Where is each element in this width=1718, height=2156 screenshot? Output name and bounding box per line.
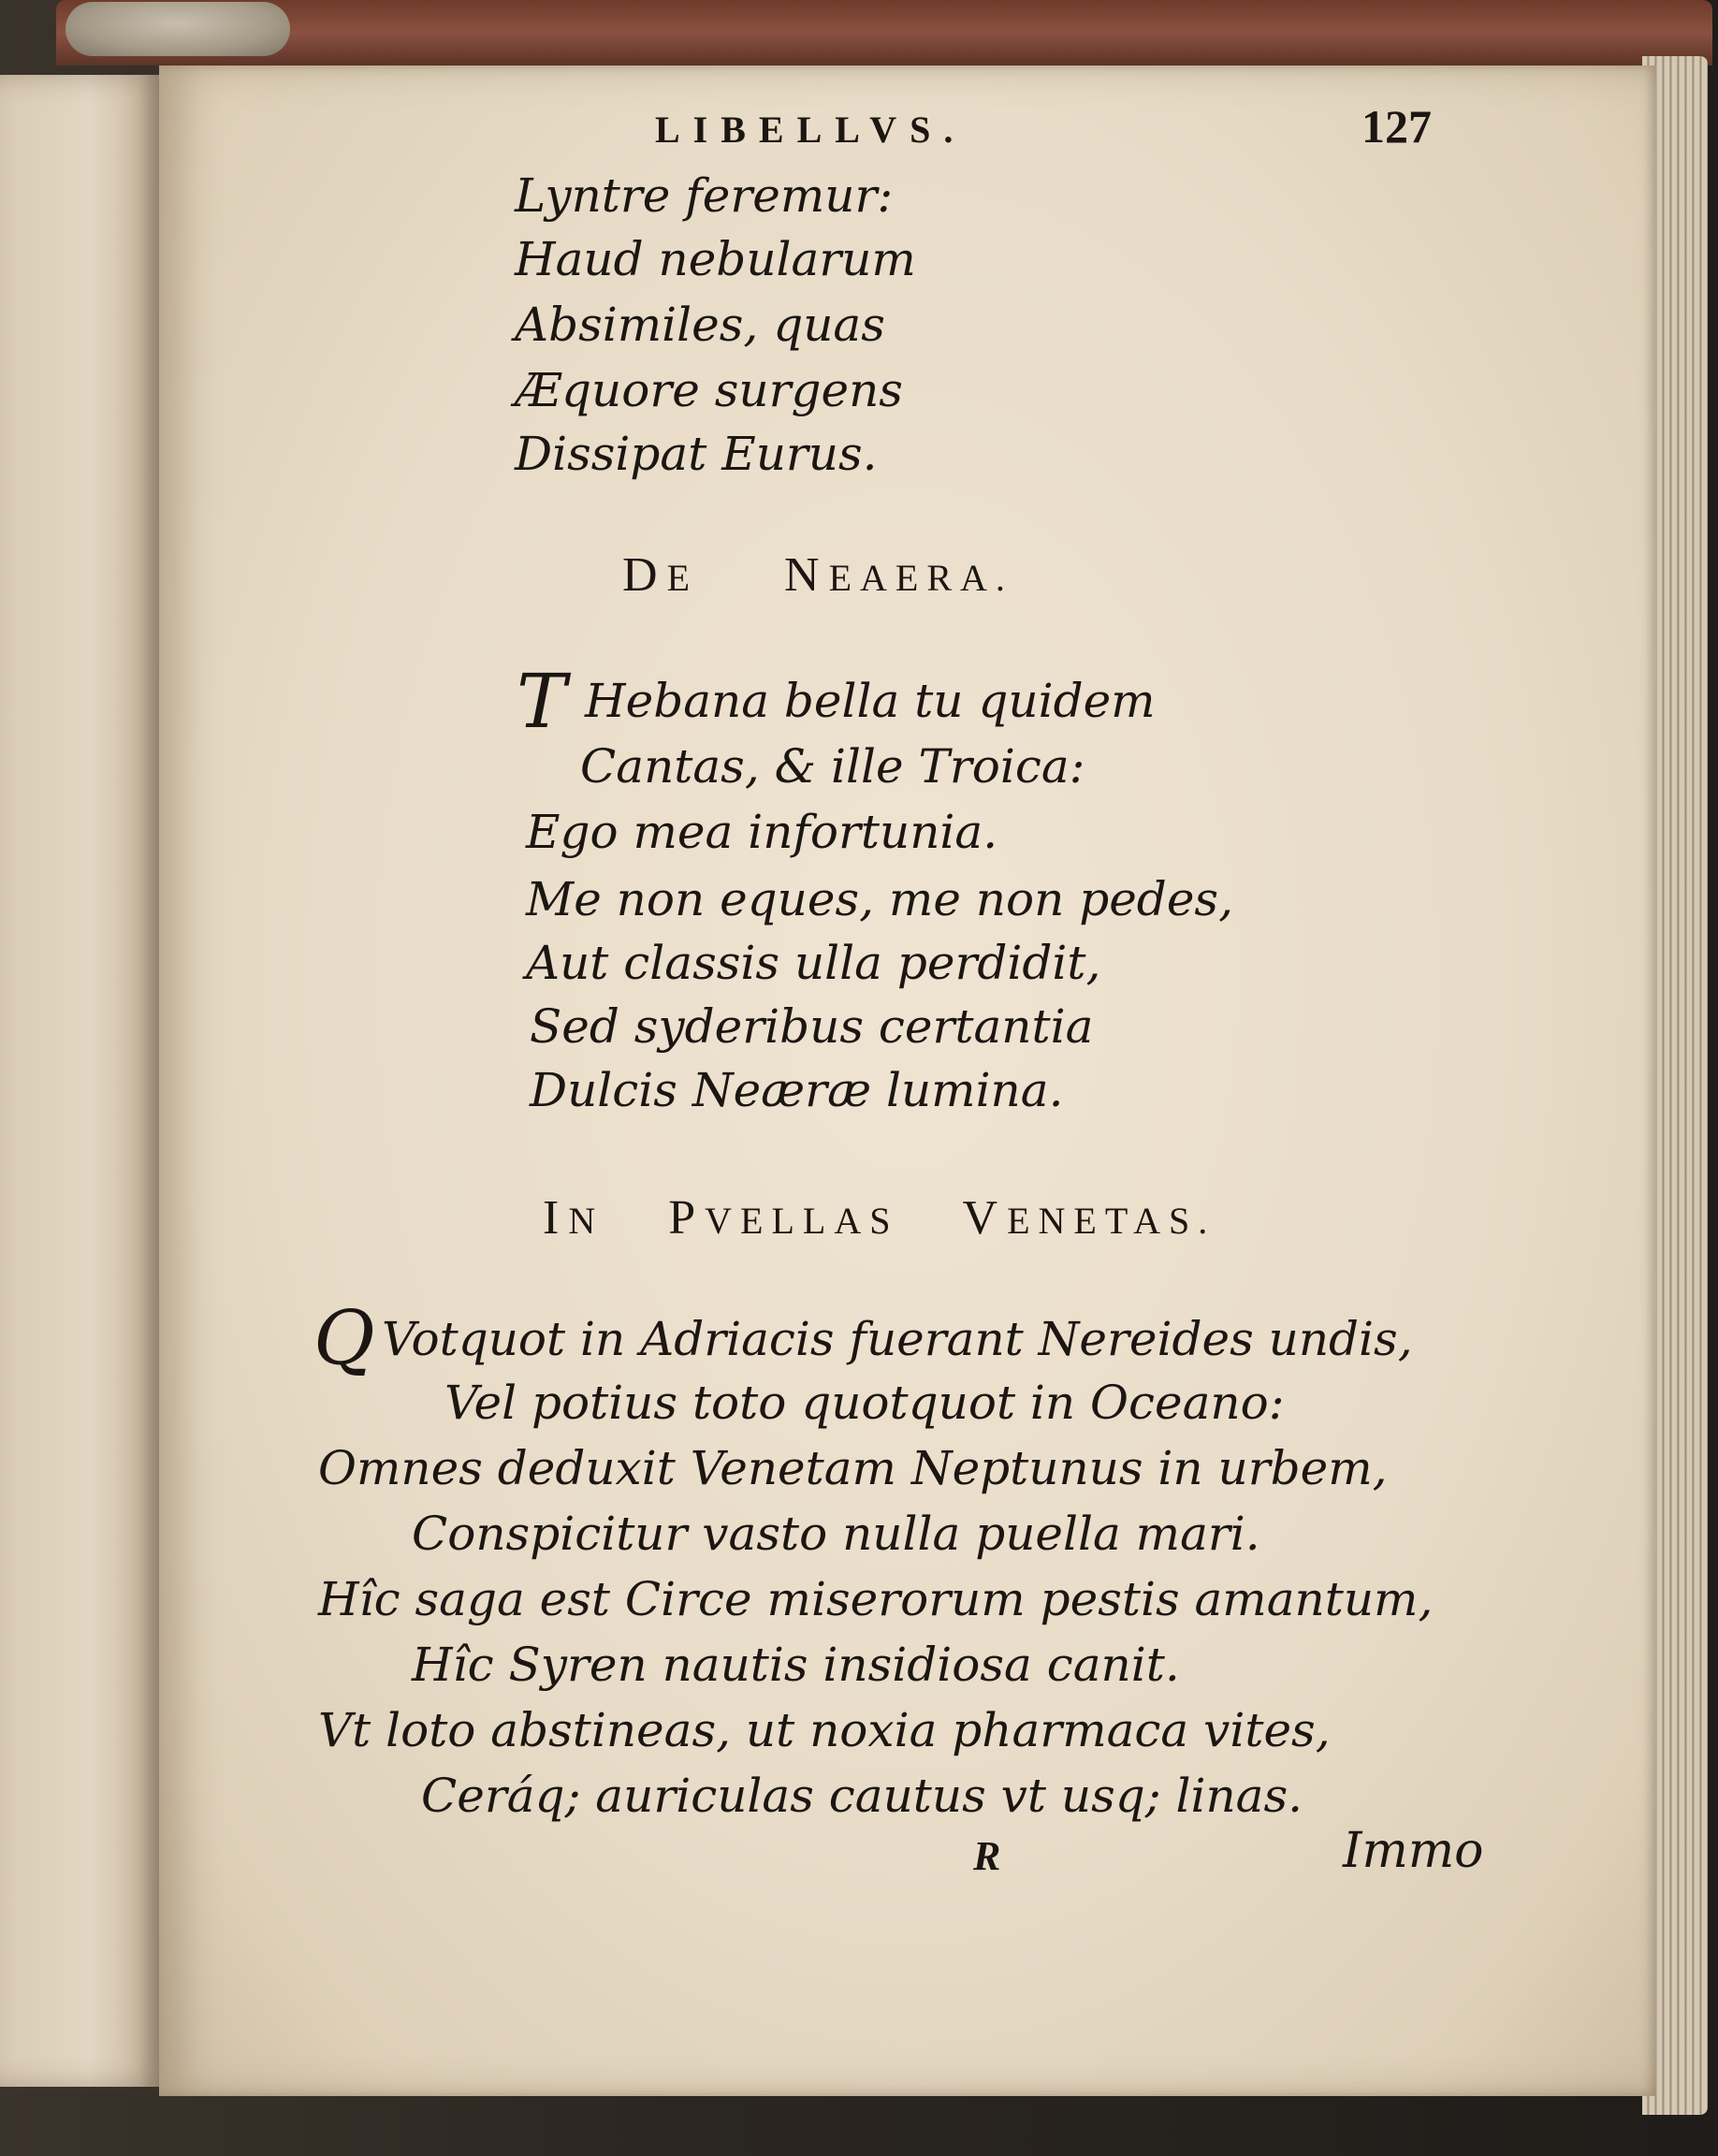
title-small-caps: EAERA.	[828, 557, 1013, 599]
poem-title	[543, 1190, 1216, 1246]
title-initial: P	[668, 1191, 706, 1245]
title-initial: N	[784, 548, 829, 602]
verse-line: Æquore surgens	[515, 363, 903, 417]
verse-line: Conspicitur vasto nulla puella mari.	[412, 1507, 1260, 1561]
drop-cap: T	[517, 658, 567, 745]
verse-line: Haud nebularum	[515, 232, 916, 286]
title-small-caps: VELLAS	[705, 1200, 899, 1242]
title-initial: V	[962, 1191, 1008, 1245]
drop-cap: Q	[313, 1294, 375, 1381]
verse-line: Cantas, & ille Troica:	[580, 739, 1085, 794]
verse-line: Hebana bella tu quidem	[585, 674, 1156, 728]
verse-line: Vel potius toto quotquot in Oceano:	[444, 1376, 1285, 1430]
page-number: 127	[1361, 100, 1432, 153]
verse-line: Me non eques, me non pedes,	[526, 872, 1233, 926]
verse-line: Lyntre feremur:	[515, 168, 894, 223]
signature-mark: R	[973, 1833, 1001, 1879]
verse-line: Vt loto abstineas, ut noxia pharmaca vites,	[318, 1703, 1331, 1757]
binding-clasp	[66, 2, 290, 56]
running-head: LIBELLVS.	[655, 109, 967, 151]
title-small-caps: ENETAS.	[1007, 1200, 1216, 1242]
verse-line: Ego mea infortunia.	[526, 805, 998, 859]
poem-title	[622, 547, 1013, 603]
verso-page-edge	[0, 75, 164, 2087]
title-initial: D	[622, 548, 667, 602]
verse-line: Hîc Syren nautis insidiosa canit.	[412, 1638, 1180, 1692]
verse-line: Dissipat Eurus.	[515, 427, 878, 481]
title-small-caps: N	[568, 1200, 604, 1242]
verse-line: Votquot in Adriacis fuerant Nereides undis,	[382, 1312, 1413, 1366]
verse-line: Absimiles, quas	[515, 298, 885, 352]
verse-line: Omnes deduxit Venetam Neptunus in urbem,	[318, 1441, 1388, 1495]
title-small-caps: E	[666, 557, 698, 599]
title-initial: I	[543, 1191, 569, 1245]
verse-line: Dulcis Neæræ lumina.	[530, 1063, 1064, 1117]
verse-line: Aut classis ulla perdidit,	[526, 936, 1101, 990]
catchword: Immo	[1343, 1823, 1484, 1879]
verse-line: Ceráq; auriculas cautus vt usq; linas.	[421, 1769, 1303, 1823]
verse-line: Sed syderibus certantia	[530, 999, 1094, 1054]
binding-strip	[56, 0, 1712, 66]
verse-line: Hîc saga est Circe miserorum pestis amantum,	[318, 1572, 1434, 1626]
